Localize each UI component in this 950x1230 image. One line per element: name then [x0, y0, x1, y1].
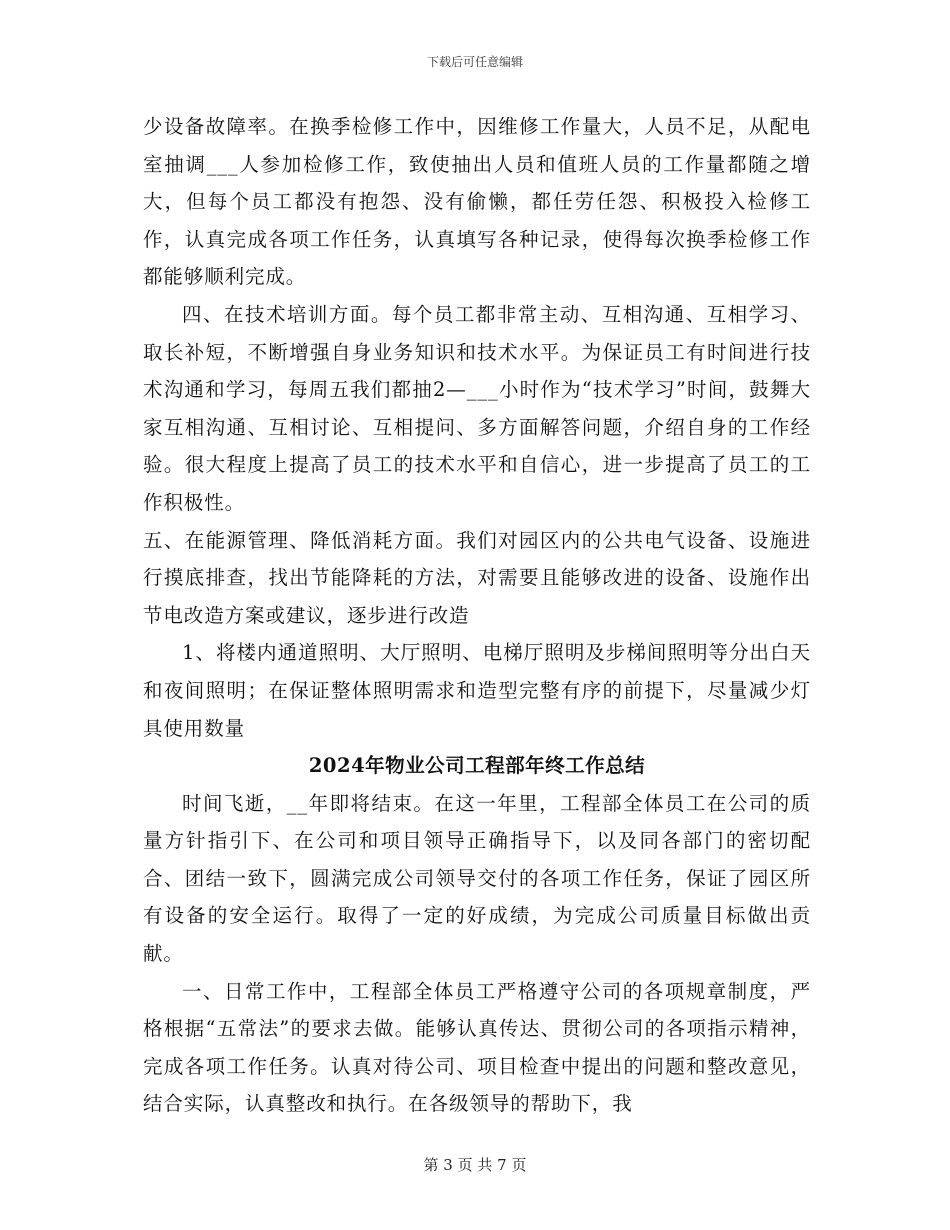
document-title: 2024年物业公司工程部年终工作总结 [308, 754, 646, 778]
page-indicator: 第 3 页 共 7 页 [423, 1156, 527, 1174]
paragraph-section-five: 五、在能源管理、降低消耗方面。我们对园区内的公共电气设备、设施进行摸底排查，找出节能降耗的方法，对需要且能够改进的设备、设施作出节电改造方案或建议，逐步进行改造 [143, 528, 811, 627]
paragraph-item-one: 1、将楼内通道照明、大厅照明、电梯厅照明及步梯间照明等分出白天和夜间照明；在保证整体照明需求和造型完整有序的前提下，尽量减少灯具使用数量 [143, 641, 811, 740]
paragraph-intro: 时间飞逝，__年即将结束。在这一年里，工程部全体员工在公司的质量方针指引下、在公司和项目领导正确指导下，以及同各部门的密切配合、团结一致下，圆满完成公司领导交付的各项工作任务，保证了园区所有设备的安全运行。取得了一定的好成绩，为完成公司质量目标做出贡献。 [143, 791, 811, 966]
paragraph-section-four: 四、在技术培训方面。每个员工都非常主动、互相沟通、互相学习、取长补短，不断增强自身业务知识和技术水平。为保证员工有时间进行技术沟通和学习，每周五我们都抽2—___小时作为“技术学习”时间，鼓舞大家互相沟通、互相讨论、互相提问、多方面解答问题，介绍自身的工作经验。很大程度上提高了员工的技术水平和自信心，进一步提高了员工的工作积极性。 [143, 302, 811, 514]
header-note: 下载后可任意编辑 [426, 55, 523, 69]
paragraph-continuation: 少设备故障率。在换季检修工作中，因维修工作量大，人员不足，从配电室抽调___人参加检修工作，致使抽出人员和值班人员的工作量都随之增大，但每个员工都没有抱怨、没有偷懒，都任劳任怨、积极投入检修工作，认真完成各项工作任务，认真填写各种记录，使得每次换季检修工作都能够顺利完成。 [143, 115, 811, 289]
paragraph-section-one: 一、日常工作中，工程部全体员工严格遵守公司的各项规章制度，严格根据“五常法”的要求去做。能够认真传达、贯彻公司的各项指示精神，完成各项工作任务。认真对待公司、项目检查中提出的问题和整改意见，结合实际，认真整改和执行。在各级领导的帮助下，我 [143, 979, 811, 1116]
document-body [143, 108, 811, 1123]
